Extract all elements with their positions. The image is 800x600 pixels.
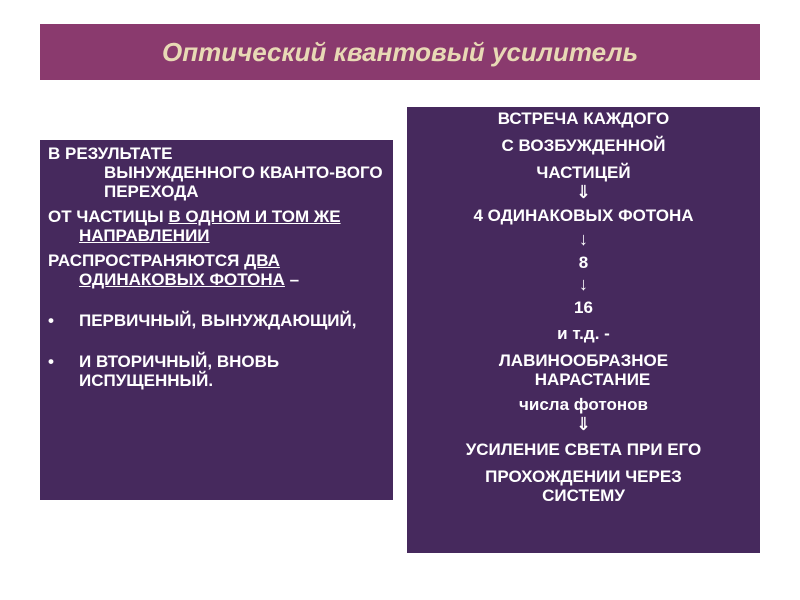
right-line: и т.д. - bbox=[557, 324, 610, 343]
left-line-4-prefix: РАСПРОСТРАНЯЮТСЯ bbox=[48, 251, 245, 270]
double-down-arrow-icon: ⇓ bbox=[575, 182, 592, 202]
down-arrow-icon: ↓ bbox=[579, 274, 588, 294]
bullet-text: ПЕРВИЧНЫЙ, ВЫНУЖДАЮЩИЙ, bbox=[79, 311, 357, 330]
left-line-3-underlined: В ОДНОМ И ТОМ ЖЕ НАПРАВЛЕНИИ bbox=[79, 207, 341, 245]
left-line-4-underlined: ДВА ОДИНАКОВЫХ ФОТОНА bbox=[79, 251, 285, 289]
right-line: ЧАСТИЦЕЙ bbox=[536, 163, 631, 182]
left-line-2: ВЫНУЖДЕННОГО КВАНТО-ВОГО ПЕРЕХОДА bbox=[104, 163, 383, 201]
left-line-1: В РЕЗУЛЬТАТЕ bbox=[48, 144, 173, 163]
double-down-arrow-icon: ⇓ bbox=[575, 414, 592, 434]
right-line: УСИЛЕНИЕ СВЕТА ПРИ ЕГО bbox=[465, 440, 702, 459]
right-line: ЛАВИНООБРАЗНОЕ bbox=[498, 351, 669, 370]
bullet-dot: • bbox=[48, 311, 54, 330]
left-text-panel bbox=[40, 140, 393, 500]
down-arrow-icon: ↓ bbox=[579, 229, 588, 249]
title-bar bbox=[40, 24, 760, 80]
right-line: С ВОЗБУЖДЕННОЙ bbox=[501, 136, 666, 155]
right-line: 4 ОДИНАКОВЫХ ФОТОНА bbox=[473, 206, 694, 225]
right-line: СИСТЕМУ bbox=[542, 486, 625, 505]
bullet-text: И ВТОРИЧНЫЙ, ВНОВЬ ИСПУЩЕННЫЙ. bbox=[79, 352, 280, 390]
bullet-item bbox=[48, 311, 385, 330]
right-line: числа фотонов bbox=[519, 395, 648, 414]
left-line-4-suffix: – bbox=[284, 270, 300, 289]
right-line: 16 bbox=[574, 298, 593, 317]
right-line: НАРАСТАНИЕ bbox=[534, 370, 651, 389]
right-line: ПРОХОЖДЕНИИ ЧЕРЕЗ bbox=[485, 467, 682, 486]
right-text-panel bbox=[407, 107, 760, 553]
right-line: 8 bbox=[578, 253, 589, 272]
bullet-dot: • bbox=[48, 352, 54, 371]
slide-title: Оптический квантовый усилитель bbox=[161, 36, 639, 67]
right-line: ВСТРЕЧА КАЖДОГО bbox=[497, 109, 670, 128]
left-line-3-prefix: ОТ ЧАСТИЦЫ bbox=[48, 207, 169, 226]
left-line-3 bbox=[48, 207, 385, 245]
bullet-item bbox=[48, 352, 385, 390]
left-line-4 bbox=[48, 251, 385, 289]
